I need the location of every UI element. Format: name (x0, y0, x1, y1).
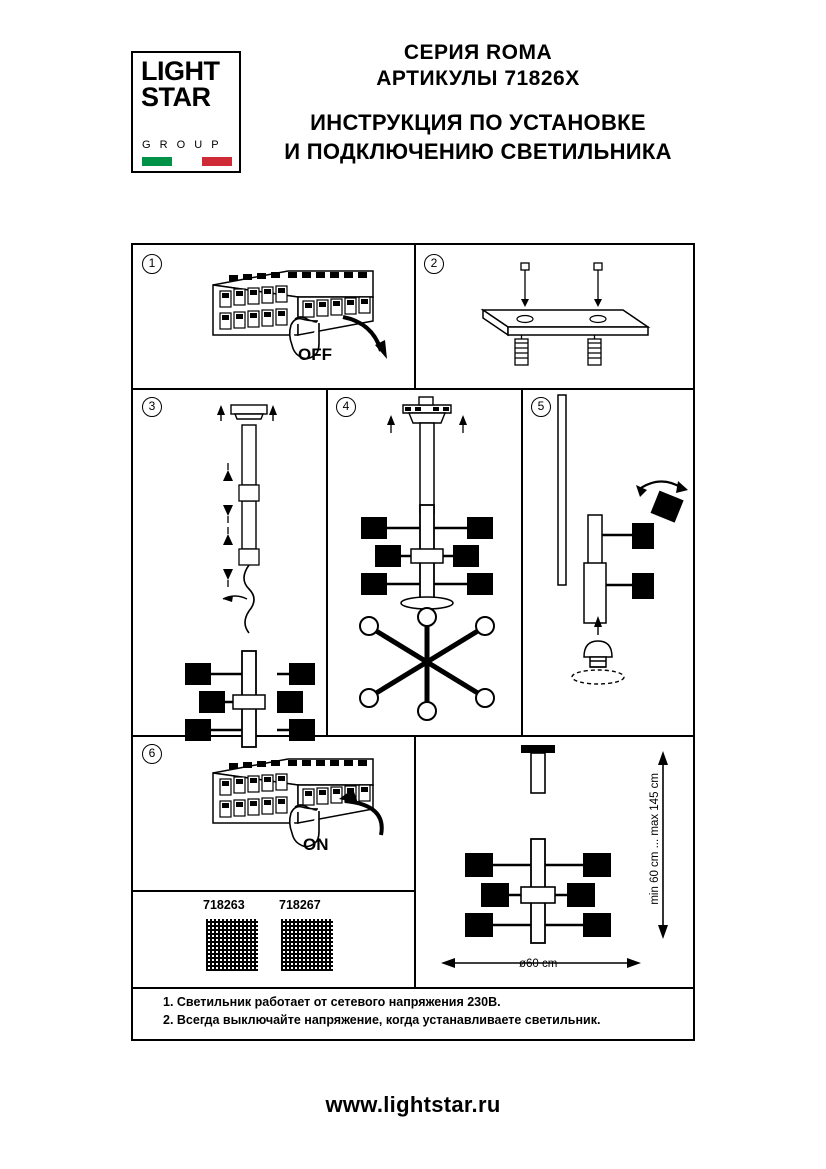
italy-flag-icon (142, 157, 232, 166)
step-number-5: 5 (531, 397, 551, 417)
note-item-1: 1. Светильник работает от сетевого напряжения 230В. (163, 995, 501, 1009)
logo-wordmark (141, 58, 220, 110)
footer-website[interactable]: www.lightstar.ru (325, 1092, 501, 1117)
grid-divider-row3 (133, 890, 414, 892)
brand-logo (131, 51, 241, 173)
qr-code-right[interactable] (281, 919, 333, 971)
note-item-2: 2. Всегда выключайте напряжение, когда устанавливаете светильник. (163, 1013, 601, 1027)
step-1-label-off: OFF (298, 345, 332, 364)
series-label: СЕРИЯ ROMA (403, 41, 553, 64)
logo-subtitle: G R O U P (142, 139, 222, 151)
article-code-left: 718263 (203, 898, 245, 912)
grid-divider-col-mid-b (521, 388, 523, 735)
grid-divider-row1 (133, 388, 693, 390)
step-2-illustration (463, 255, 673, 375)
step-3-illustration (173, 395, 328, 735)
instruction-title-line-1: ИНСТРУКЦИЯ ПО УСТАНОВКЕ (310, 110, 646, 135)
step-number-3: 3 (142, 397, 162, 417)
instruction-grid (131, 243, 695, 1041)
logo-line-1: LIGHT (141, 56, 220, 86)
dimension-height-label: min 60 cm ... max 145 cm (649, 773, 661, 905)
grid-divider-row2 (133, 735, 693, 737)
qr-code-left[interactable] (206, 919, 258, 971)
step-4-illustration (333, 393, 521, 733)
notes-section (133, 983, 693, 1039)
title-block (250, 40, 706, 166)
articles-label: АРТИКУЛЫ 71826X (376, 67, 580, 90)
dimension-diameter-label: ø60 cm (519, 958, 558, 970)
page-header (0, 40, 826, 190)
grid-divider-col-bottom (414, 735, 416, 987)
step-number-1: 1 (142, 254, 162, 274)
article-code-right: 718267 (279, 898, 321, 912)
logo-line-2: STAR (141, 82, 211, 112)
step-number-6: 6 (142, 744, 162, 764)
instruction-title-line-2: И ПОДКЛЮЧЕНИЮ СВЕТИЛЬНИКА (284, 139, 672, 164)
step-number-2: 2 (424, 254, 444, 274)
step-5-illustration (528, 395, 696, 735)
step-6-label-on: ON (303, 835, 329, 854)
step-number-4: 4 (336, 397, 356, 417)
grid-divider-col-top (414, 245, 416, 388)
